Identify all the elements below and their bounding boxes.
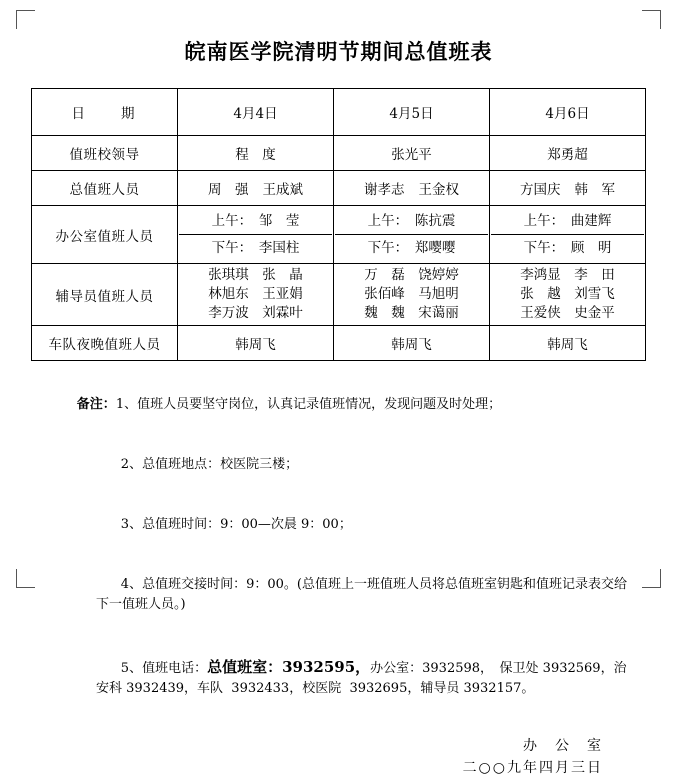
- row-label-counselor-duty: 辅导员值班人员: [32, 264, 178, 326]
- table-row: [32, 206, 646, 264]
- notes-line: [52, 495, 631, 555]
- name-line: 李鸿显 李 田: [520, 267, 615, 283]
- person-name: 李国柱: [258, 240, 300, 256]
- person-name: 顾 明: [570, 240, 612, 256]
- office-duty-afternoon: [179, 235, 332, 261]
- row-label-leader: 值班校领导: [32, 136, 178, 171]
- signature-block: [0, 735, 677, 779]
- office-duty-morning: [335, 208, 488, 235]
- person-name: 陈抗震: [414, 213, 456, 229]
- row-label-office-duty: 办公室值班人员: [32, 206, 178, 264]
- notes-item-3: 3、总值班时间：9：00—次晨 9：00；: [120, 517, 352, 532]
- cell-fleet-duty-day1: 韩周飞: [178, 326, 334, 361]
- cell-office-duty-day2: [334, 206, 490, 264]
- notes-section: [52, 375, 631, 719]
- office-duty-morning: [491, 208, 644, 235]
- cell-chief-duty-day1: [178, 171, 334, 206]
- cell-leader-day3: 郑勇超: [490, 136, 646, 171]
- crop-mark-top-left: [16, 10, 35, 29]
- phone-line-prefix: 5、值班电话：: [120, 661, 208, 676]
- signature-office: 办 公 室: [523, 738, 603, 754]
- name-line: 魏 魏 宋蔼丽: [364, 305, 459, 321]
- name-second: 韩 军: [574, 182, 615, 198]
- notes-item-2: 2、总值班地点：校医院三楼；: [120, 457, 299, 472]
- name-line: 李万波 刘霖叶: [208, 305, 303, 321]
- cell-fleet-duty-day3: 韩周飞: [490, 326, 646, 361]
- chief-duty-room-phone: 总值班室：3932595，: [207, 658, 371, 676]
- period-label: 上午：: [523, 213, 558, 229]
- notes-item-1: 1、值班人员要坚守岗位，认真记录值班情况，发现问题及时处理；: [115, 397, 502, 412]
- notes-line: [52, 555, 631, 635]
- duty-roster-table: [31, 88, 646, 361]
- period-label: 下午：: [523, 240, 558, 256]
- office-duty-afternoon: [335, 235, 488, 261]
- office-duty-afternoon: [491, 235, 644, 261]
- person-name: 曲建辉: [570, 213, 612, 229]
- table-row: [32, 326, 646, 361]
- table-header-row: [32, 89, 646, 136]
- name-line: 张 越 刘雪飞: [520, 286, 615, 302]
- name-first: 方国庆: [520, 182, 561, 198]
- signature-date: 二○○九年四月三日: [462, 760, 603, 776]
- header-cell-date: 日 期: [32, 89, 178, 136]
- cell-leader-day2: 张光平: [334, 136, 490, 171]
- period-label: 上午：: [211, 213, 246, 229]
- header-cell-day2: 4月5日: [334, 89, 490, 136]
- period-label: 下午：: [211, 240, 246, 256]
- notes-label: 备注：: [76, 397, 116, 412]
- cell-counselor-duty-day3: [490, 264, 646, 326]
- header-cell-day3: 4月6日: [490, 89, 646, 136]
- row-label-fleet-night-duty: 车队夜晚值班人员: [32, 326, 178, 361]
- cell-fleet-duty-day2: 韩周飞: [334, 326, 490, 361]
- cell-office-duty-day3: [490, 206, 646, 264]
- name-line: 林旭东 王亚娟: [208, 286, 303, 302]
- cell-office-duty-day1: [178, 206, 334, 264]
- period-label: 上午：: [367, 213, 402, 229]
- phone-list: 办公室：3932598， 保卫处 3932569，治安科 3932439，车队 3932433，校医院 3932695，辅导员 3932157。: [96, 661, 627, 696]
- cell-leader-day1: 程 度: [178, 136, 334, 171]
- name-line: 张佰峰 马旭明: [364, 286, 459, 302]
- office-duty-morning: [179, 208, 332, 235]
- crop-mark-bottom-left: [16, 569, 35, 588]
- table-row: [32, 171, 646, 206]
- cell-counselor-duty-day2: [334, 264, 490, 326]
- cell-chief-duty-day2: [334, 171, 490, 206]
- name-second: 王金权: [418, 182, 459, 198]
- name-line: 张琪琪 张 晶: [208, 267, 303, 283]
- table-row: [32, 136, 646, 171]
- period-label: 下午：: [367, 240, 402, 256]
- notes-line: [52, 375, 631, 435]
- cell-counselor-duty-day1: [178, 264, 334, 326]
- name-line: 王爱侠 史金平: [520, 305, 615, 321]
- notes-item-4: 4、总值班交接时间：9：00。(总值班上一班值班人员将总值班室钥匙和值班记录表交给下一值班人员。): [96, 577, 627, 612]
- header-cell-day1: 4月4日: [178, 89, 334, 136]
- row-label-chief-duty: 总值班人员: [32, 171, 178, 206]
- table-row: [32, 264, 646, 326]
- name-first: 周 强: [208, 182, 249, 198]
- person-name: 郑嘤嘤: [414, 240, 456, 256]
- name-second: 王成斌: [262, 182, 303, 198]
- name-first: 谢孝志: [364, 182, 405, 198]
- crop-mark-bottom-right: [642, 569, 661, 588]
- person-name: 邹 莹: [258, 213, 300, 229]
- name-line: 万 磊 饶婷婷: [364, 267, 459, 283]
- crop-mark-top-right: [642, 10, 661, 29]
- notes-line: [52, 435, 631, 495]
- notes-line-phone: [52, 637, 631, 719]
- page-title: 皖南医学院清明节期间总值班表: [184, 39, 493, 64]
- cell-chief-duty-day3: [490, 171, 646, 206]
